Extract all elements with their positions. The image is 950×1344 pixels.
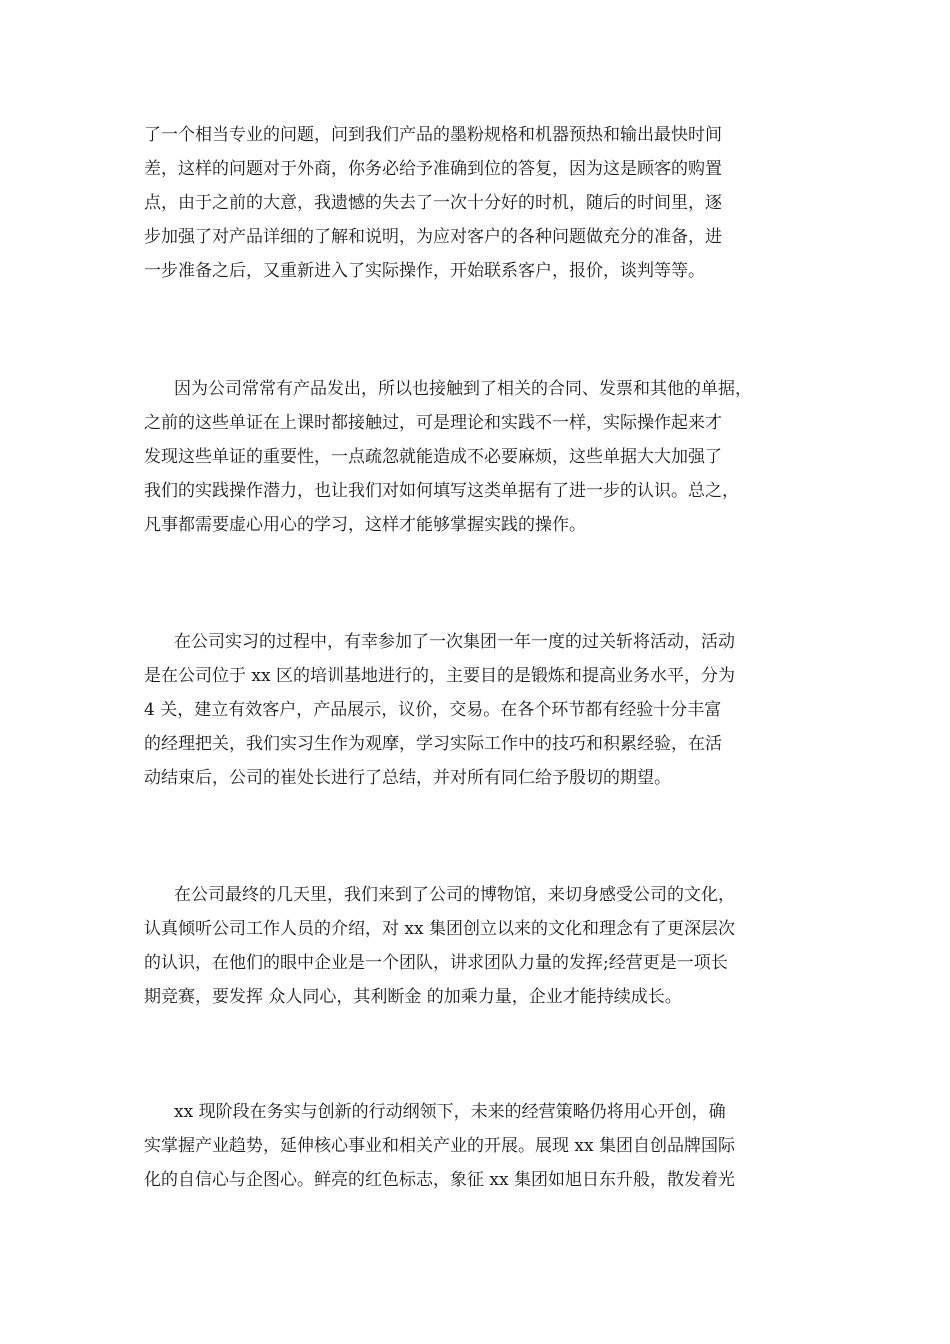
- text-line: 之前的这些单证在上课时都接触过，可是理论和实践不一样，实际操作起来才: [144, 413, 722, 433]
- text-line: 是在公司位于 xx 区的培训基地进行的，主要目的是锻炼和提高业务水平，分为: [144, 666, 735, 686]
- text-line: 一步准备之后，又重新进入了实际操作，开始联系客户，报价，谈判等等。: [144, 261, 705, 281]
- text-line: 认真倾听公司工作人员的介绍，对 xx 集团创立以来的文化和理念有了更深层次: [144, 919, 735, 939]
- text-line: 点，由于之前的大意，我遗憾的失去了一次十分好的时机，随后的时间里，逐: [144, 193, 722, 213]
- text-line: 化的自信心与企图心。鲜亮的红色标志，象征 xx 集团如旭日东升般，散发着光: [144, 1170, 735, 1190]
- text-line: 发现这些单证的重要性，一点疏忽就能造成不必要麻烦，这些单据大大加强了: [144, 447, 722, 467]
- text-line: xx 现阶段在务实与创新的行动纲领下，未来的经营策略仍将用心开创，确: [174, 1102, 726, 1122]
- text-line: 步加强了对产品详细的了解和说明，为应对客户的各种问题做充分的准备，进: [144, 227, 722, 247]
- text-line: 差，这样的问题对于外商，你务必给予准确到位的答复，因为这是顾客的购置: [144, 159, 722, 179]
- text-line: 的认识，在他们的眼中企业是一个团队，讲求团队力量的发挥;经营更是一项长: [144, 953, 728, 973]
- text-line: 的经理把关，我们实习生作为观摩，学习实际工作中的技巧和积累经验，在活: [144, 734, 722, 754]
- text-line: 动结束后，公司的崔处长进行了总结，并对所有同仁给予殷切的期望。: [144, 768, 671, 788]
- text-line: 凡事都需要虚心用心的学习，这样才能够掌握实践的操作。: [144, 515, 586, 535]
- text-line: 我们的实践操作潜力，也让我们对如何填写这类单据有了进一步的认识。总之，: [144, 481, 739, 501]
- text-line: 4 关，建立有效客户，产品展示，议价，交易。在各个环节都有经验十分丰富: [144, 700, 722, 720]
- text-line: 了一个相当专业的问题，问到我们产品的墨粉规格和机器预热和输出最快时间: [144, 125, 722, 145]
- text-line: 在公司最终的几天里，我们来到了公司的博物馆，来切身感受公司的文化，: [174, 885, 735, 905]
- text-line: 因为公司常常有产品发出，所以也接触到了相关的合同、发票和其他的单据，: [174, 379, 752, 399]
- text-line: 期竞赛，要发挥 众人同心，其利断金 的加乘力量，企业才能持续成长。: [144, 987, 682, 1007]
- text-line: 实掌握产业趋势，延伸核心事业和相关产业的开展。展现 xx 集团自创品牌国际: [144, 1136, 735, 1156]
- text-line: 在公司实习的过程中，有幸参加了一次集团一年一度的过关斩将活动，活动: [174, 632, 735, 652]
